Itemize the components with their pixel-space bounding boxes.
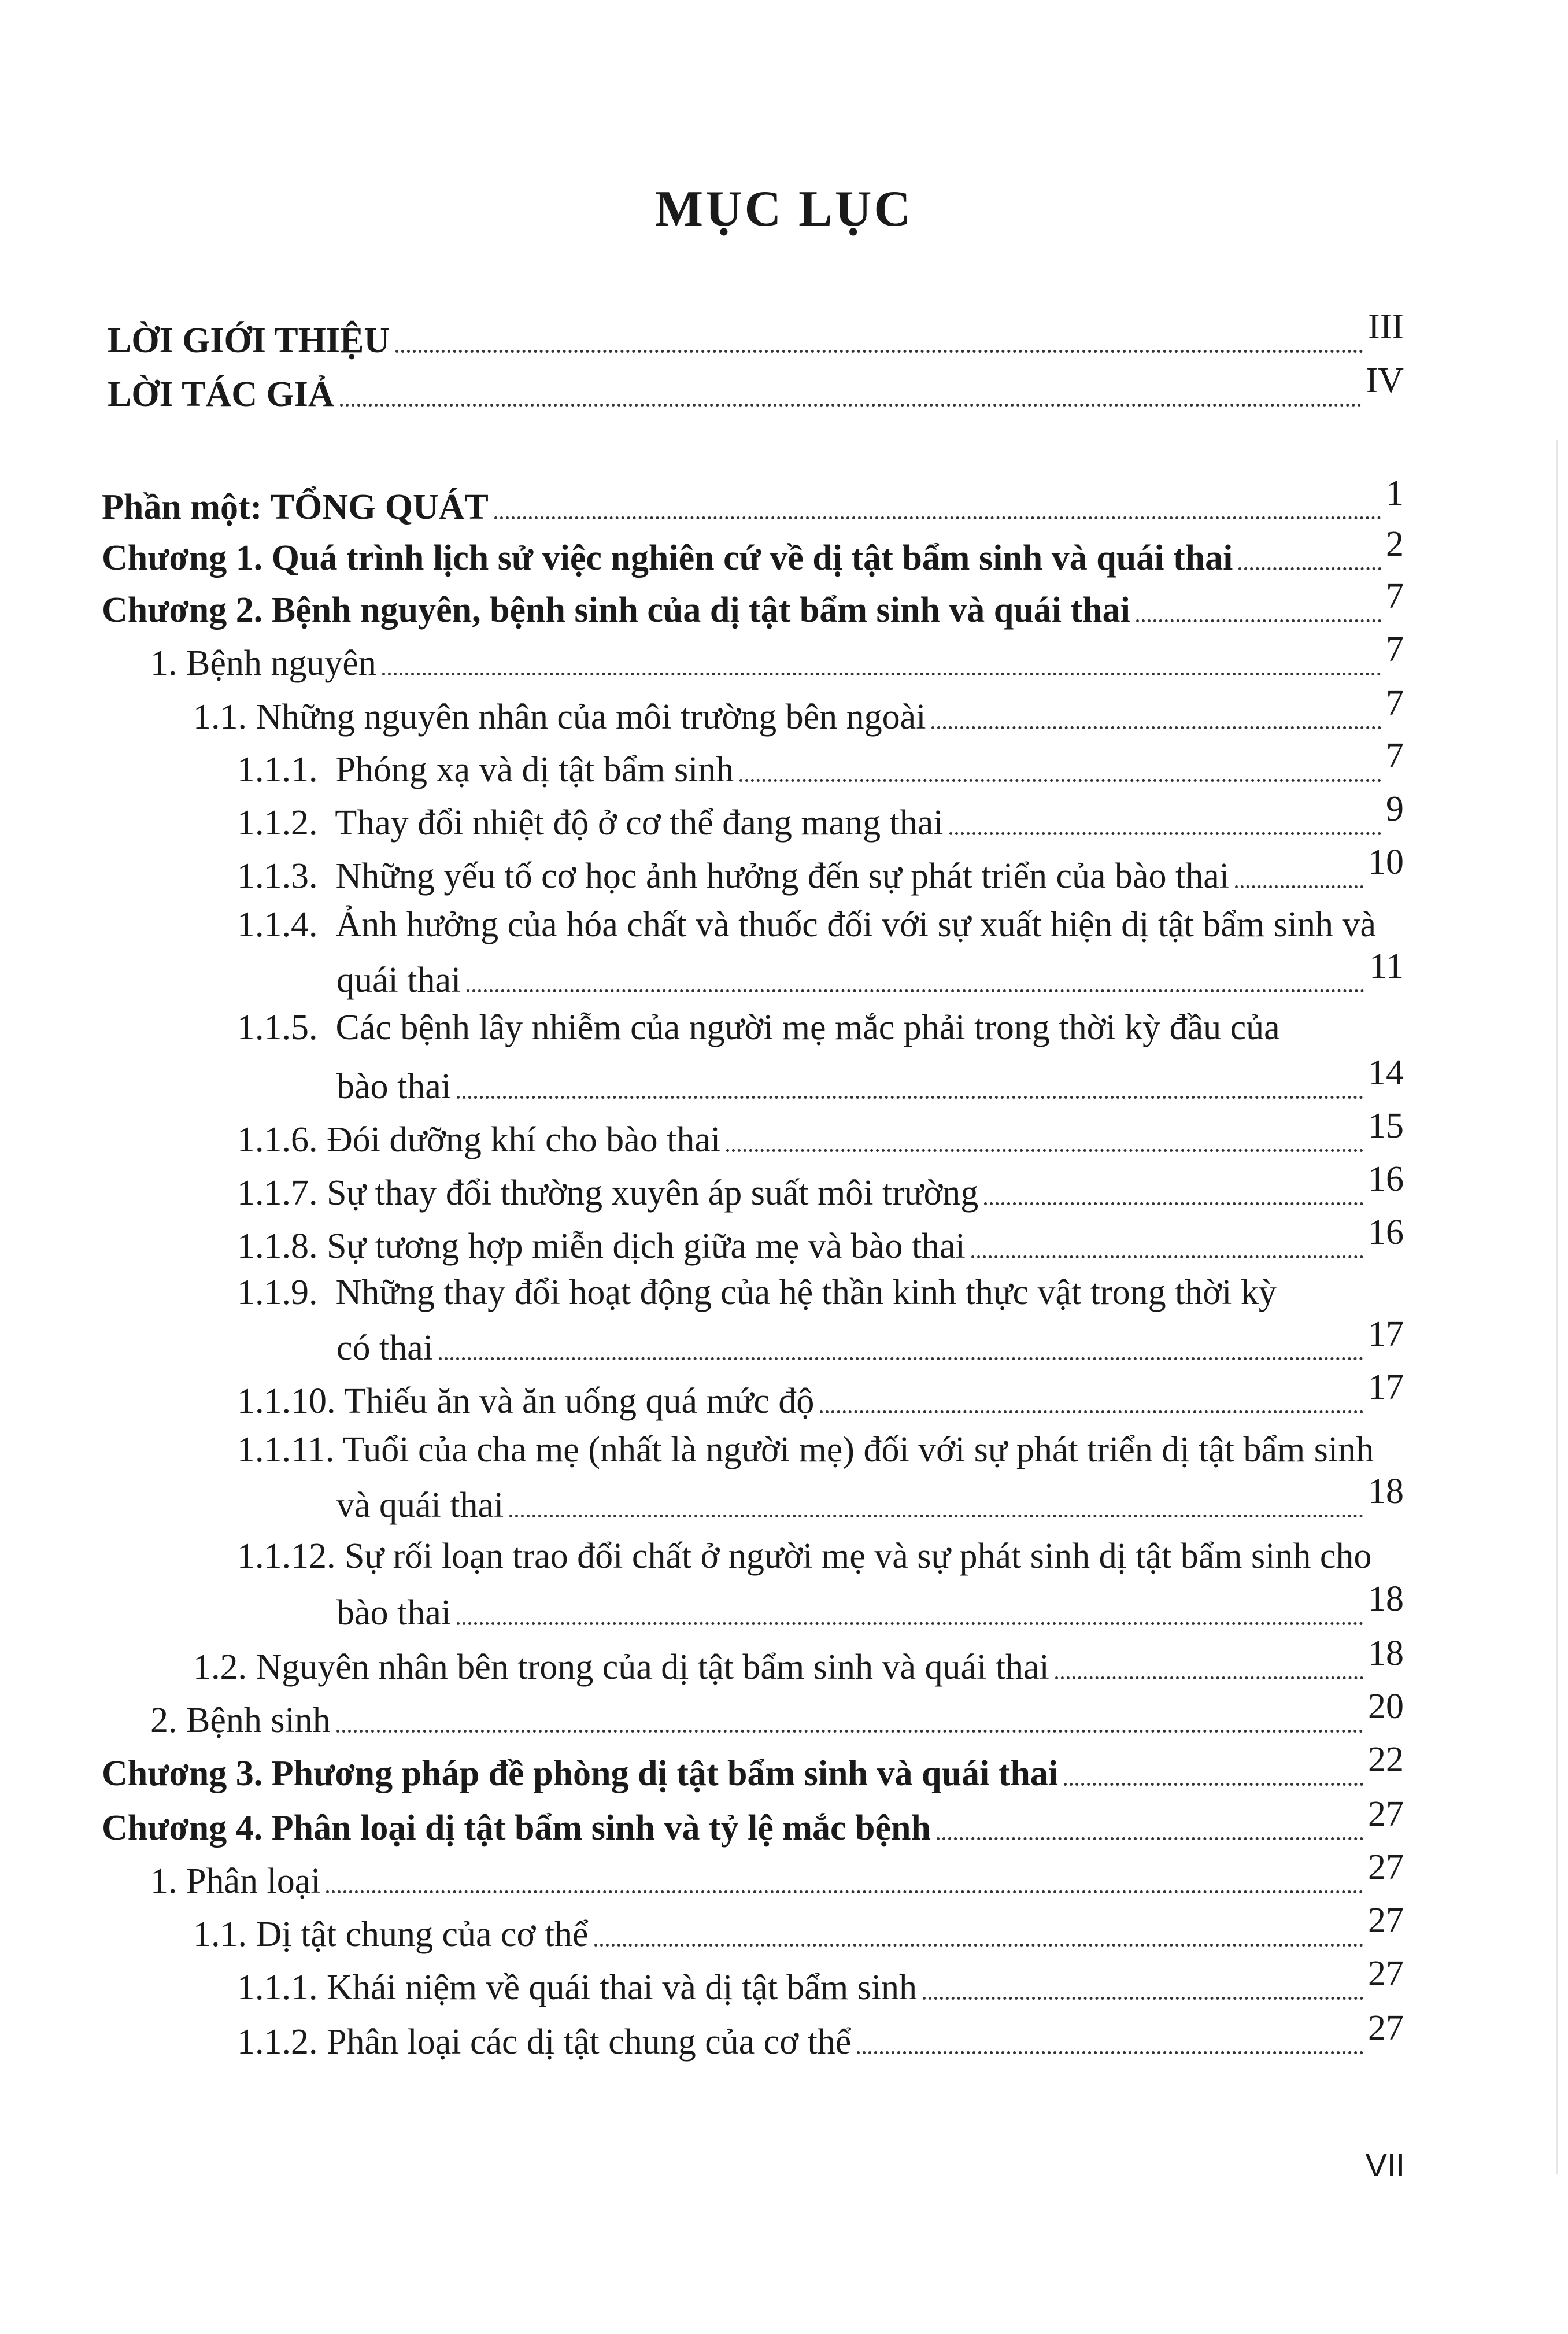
dot-leader bbox=[439, 1357, 1363, 1360]
toc-entry-page: 22 bbox=[1368, 1740, 1404, 1779]
toc-entry-label: 1.1. Dị tật chung của cơ thể bbox=[193, 1915, 589, 1954]
toc-entry-1-1-4[interactable] bbox=[336, 947, 1404, 1000]
dot-leader bbox=[336, 1730, 1363, 1733]
toc-entry-page: 27 bbox=[1368, 1848, 1404, 1887]
toc-entry-page: III bbox=[1368, 307, 1404, 346]
toc-entry-label: LỜI GIỚI THIỆU bbox=[108, 321, 390, 360]
toc-entry-1[interactable] bbox=[150, 630, 1404, 683]
toc-entry-1-1-11[interactable] bbox=[336, 1472, 1404, 1525]
dot-leader bbox=[326, 1890, 1363, 1893]
toc-entry-page: 15 bbox=[1368, 1106, 1404, 1146]
toc-entry-page: IV bbox=[1366, 361, 1404, 400]
toc-entry-1-1-9-line1: 1.1.9. Những thay đổi hoạt động của hệ thần kinh thực vật trong thời kỳ bbox=[237, 1273, 1277, 1312]
toc-entry-label: 2. Bệnh sinh bbox=[150, 1701, 331, 1740]
dot-leader bbox=[340, 404, 1362, 407]
toc-entry-label: 1.2. Nguyên nhân bên trong của dị tật bẩm sinh và quái thai bbox=[193, 1648, 1049, 1687]
toc-entry-loi-gioi-thieu[interactable] bbox=[108, 307, 1404, 360]
toc-entry-page: 7 bbox=[1386, 684, 1404, 723]
toc-entry-label: 1.1. Những nguyên nhân của môi trường bên ngoài bbox=[193, 697, 926, 737]
toc-entry-page: 18 bbox=[1368, 1472, 1404, 1511]
toc-entry-page: 20 bbox=[1368, 1687, 1404, 1726]
dot-leader bbox=[937, 1837, 1363, 1840]
toc-entry-page: 7 bbox=[1386, 736, 1404, 775]
toc-entry-1-1-12[interactable] bbox=[336, 1579, 1404, 1633]
toc-entry-1-1[interactable] bbox=[193, 684, 1404, 737]
toc-entry-label: 1.1.1. Khái niệm về quái thai và dị tật bẩm sinh bbox=[237, 1968, 918, 2007]
dot-leader bbox=[467, 989, 1364, 992]
toc-entry-page: 16 bbox=[1368, 1213, 1404, 1252]
toc-entry-label: 1.1.6. Đói dưỡng khí cho bào thai bbox=[237, 1120, 721, 1159]
toc-entry-label: 1.1.8. Sự tương hợp miễn dịch giữa mẹ và bào thai bbox=[237, 1227, 966, 1266]
page-edge-shadow bbox=[1556, 440, 1558, 2174]
toc-entry-1-2[interactable] bbox=[193, 1634, 1404, 1687]
toc-entry-label: Phần một: TỔNG QUÁT bbox=[102, 488, 489, 527]
toc-entry-label: có thai bbox=[336, 1328, 433, 1368]
toc-entry-page: 27 bbox=[1368, 2008, 1404, 2048]
toc-entry-label: 1.1.7. Sự thay đổi thường xuyên áp suất môi trường bbox=[237, 1173, 979, 1213]
toc-entry-page: 16 bbox=[1368, 1159, 1404, 1199]
toc-entry-part-one[interactable] bbox=[102, 474, 1404, 527]
toc-entry-label: bào thai bbox=[336, 1593, 451, 1633]
toc-entry-1-1-4-line1: 1.1.4. Ảnh hưởng của hóa chất và thuốc đối với sự xuất hiện dị tật bẩm sinh và bbox=[237, 905, 1377, 944]
toc-entry-page: 27 bbox=[1368, 1794, 1404, 1834]
dot-leader bbox=[509, 1515, 1363, 1517]
toc-entry-loi-tac-gia[interactable] bbox=[108, 361, 1404, 414]
toc-entry-page: 17 bbox=[1368, 1368, 1404, 1407]
dot-leader bbox=[971, 1255, 1363, 1258]
toc-entry-label: Chương 3. Phương pháp đề phòng dị tật bẩm sinh và quái thai bbox=[102, 1754, 1059, 1793]
toc-entry-page: 10 bbox=[1368, 843, 1404, 882]
dot-leader bbox=[1136, 619, 1381, 622]
toc-entry-label: 1.1.2. Phân loại các dị tật chung của cơ thể bbox=[237, 2022, 852, 2062]
toc-entry-1-1-1[interactable] bbox=[237, 736, 1404, 789]
toc-entry-1-1-5[interactable] bbox=[336, 1053, 1404, 1106]
dot-leader bbox=[726, 1149, 1363, 1152]
dot-leader bbox=[494, 516, 1381, 519]
toc-entry-chapter-2[interactable] bbox=[102, 577, 1404, 630]
toc-entry-label: Chương 2. Bệnh nguyên, bệnh sinh của dị tật bẩm sinh và quái thai bbox=[102, 590, 1130, 630]
toc-entry-chapter-4[interactable] bbox=[102, 1794, 1404, 1848]
toc-entry-page: 7 bbox=[1386, 630, 1404, 669]
dot-leader bbox=[857, 2051, 1363, 2054]
toc-entry-page: 14 bbox=[1368, 1053, 1404, 1092]
dot-leader bbox=[1064, 1783, 1363, 1786]
toc-entry-label: quái thai bbox=[336, 961, 461, 1000]
dot-leader bbox=[457, 1622, 1363, 1625]
dot-leader bbox=[1238, 567, 1381, 570]
toc-entry-label: 1.1.1. Phóng xạ và dị tật bẩm sinh bbox=[237, 750, 734, 789]
page-number: VII bbox=[1365, 2147, 1405, 2183]
toc-entry-1-1-3[interactable] bbox=[237, 843, 1404, 896]
toc-entry-ch4-1[interactable] bbox=[150, 1848, 1404, 1901]
toc-entry-1-1-7[interactable] bbox=[237, 1159, 1404, 1213]
toc-entry-label: Chương 4. Phân loại dị tật bẩm sinh và tỷ lệ mắc bệnh bbox=[102, 1808, 931, 1848]
toc-entry-label: bào thai bbox=[336, 1067, 451, 1106]
toc-entry-page: 7 bbox=[1386, 577, 1404, 616]
toc-entry-ch4-1-1[interactable] bbox=[193, 1901, 1404, 1954]
toc-entry-label: 1. Phân loại bbox=[150, 1862, 321, 1901]
dot-leader bbox=[457, 1096, 1363, 1099]
toc-entry-page: 2 bbox=[1386, 525, 1404, 564]
toc-entry-page: 17 bbox=[1368, 1314, 1404, 1354]
toc-entry-label: Chương 1. Quá trình lịch sử việc nghiên cứ về dị tật bẩm sinh và quái thai bbox=[102, 538, 1233, 578]
toc-entry-1-1-12-line1: 1.1.12. Sự rối loạn trao đổi chất ở người mẹ và sự phát sinh dị tật bẩm sinh cho bbox=[237, 1537, 1372, 1576]
toc-entry-page: 18 bbox=[1368, 1579, 1404, 1619]
toc-entry-1-1-5-line1: 1.1.5. Các bệnh lây nhiễm của người mẹ mắc phải trong thời kỳ đầu của bbox=[237, 1008, 1280, 1047]
dot-leader bbox=[820, 1410, 1363, 1413]
toc-entry-label: 1.1.3. Những yếu tố cơ học ảnh hưởng đến sự phát triển của bào thai bbox=[237, 856, 1229, 896]
toc-entry-page: 27 bbox=[1368, 1954, 1404, 1993]
dot-leader bbox=[923, 1997, 1363, 2000]
dot-leader bbox=[594, 1944, 1363, 1947]
dot-leader bbox=[931, 726, 1381, 729]
dot-leader bbox=[739, 779, 1381, 782]
toc-entry-page: 11 bbox=[1369, 947, 1404, 986]
dot-leader bbox=[1055, 1676, 1363, 1679]
toc-entry-ch4-1-1-2[interactable] bbox=[237, 2008, 1404, 2062]
toc-entry-label: 1.1.2. Thay đổi nhiệt độ ở cơ thể đang mang thai bbox=[237, 803, 944, 843]
toc-entry-label: và quái thai bbox=[336, 1486, 504, 1525]
toc-entry-chapter-1[interactable] bbox=[102, 525, 1404, 578]
dot-leader bbox=[1235, 885, 1363, 888]
toc-entry-1-1-10[interactable] bbox=[237, 1368, 1404, 1421]
toc-entry-1-1-8[interactable] bbox=[237, 1213, 1404, 1266]
toc-entry-chapter-3[interactable] bbox=[102, 1740, 1404, 1793]
dot-leader bbox=[395, 350, 1363, 353]
dot-leader bbox=[382, 673, 1381, 675]
toc-entry-1-1-11-line1: 1.1.11. Tuổi của cha mẹ (nhất là người mẹ) đối với sự phát triển dị tật bẩm sinh bbox=[237, 1430, 1374, 1469]
dot-leader bbox=[984, 1202, 1363, 1205]
dot-leader bbox=[949, 832, 1381, 835]
toc-entry-2[interactable] bbox=[150, 1687, 1404, 1740]
toc-entry-page: 18 bbox=[1368, 1634, 1404, 1673]
toc-entry-label: LỜI TÁC GIẢ bbox=[108, 375, 334, 414]
page-title: MỤC LỤC bbox=[655, 181, 913, 237]
toc-entry-1-1-9[interactable] bbox=[336, 1314, 1404, 1368]
toc-entry-page: 1 bbox=[1386, 474, 1404, 513]
toc-entry-page: 9 bbox=[1386, 789, 1404, 829]
toc-entry-label: 1.1.10. Thiếu ăn và ăn uống quá mức độ bbox=[237, 1382, 815, 1421]
toc-entry-1-1-2[interactable] bbox=[237, 789, 1404, 843]
toc-entry-ch4-1-1-1[interactable] bbox=[237, 1954, 1404, 2007]
toc-entry-label: 1. Bệnh nguyên bbox=[150, 644, 376, 683]
toc-entry-1-1-6[interactable] bbox=[237, 1106, 1404, 1159]
toc-entry-page: 27 bbox=[1368, 1901, 1404, 1940]
